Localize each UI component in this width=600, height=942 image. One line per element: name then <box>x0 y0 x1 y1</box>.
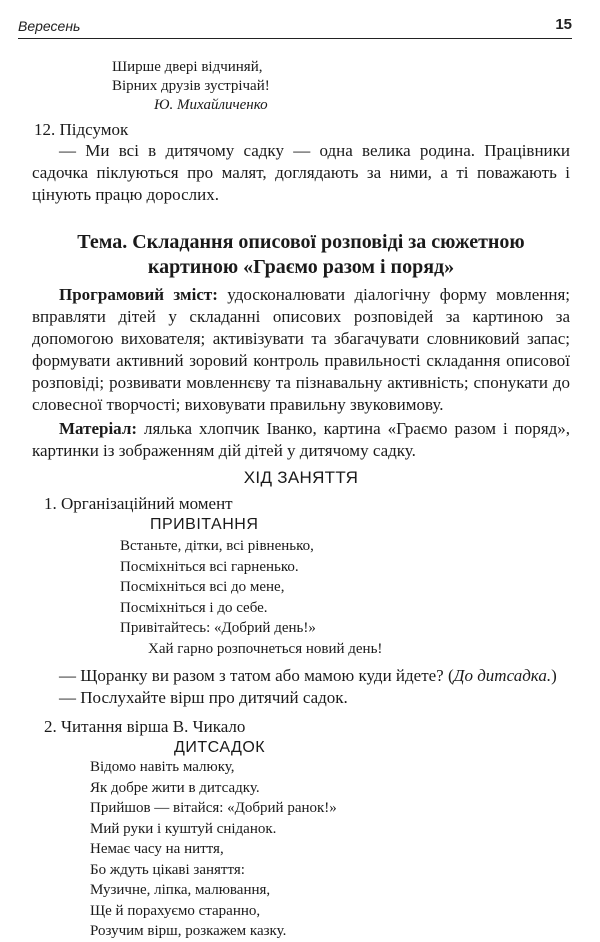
topic-heading <box>32 230 570 280</box>
dialog-listen: — Послухайте вірш про дитячий садок. <box>59 688 348 707</box>
material-text: лялька хлопчик Іванко, картина «Граємо разом і поряд», картинки із зображенням дій дітей у дитячому садку. <box>32 419 570 460</box>
poem-line: Ще й порахуємо старанно, <box>90 902 261 919</box>
poem-line: Ширше двері відчиняй, <box>112 59 263 75</box>
material-paragraph <box>32 418 570 462</box>
poem-line: Музичне, ліпка, малювання, <box>90 882 271 898</box>
poem-line: Прийшов — вітайся: «Добрий ранок!» <box>90 800 337 816</box>
poem-line: Відомо навіть малюку, <box>90 759 235 775</box>
poem-line: Посміхніться всі гарненько. <box>120 558 299 575</box>
page-number: 15 <box>555 16 572 33</box>
greeting-poem <box>32 536 570 659</box>
dialog-question: — Щоранку ви разом з татом або мамою куди йдете? (До дитсадка.) <box>59 666 557 685</box>
poem-line: Як добре жити в дитсадку. <box>90 779 260 796</box>
greeting-poem-title: ПРИВІТАННЯ <box>150 516 259 533</box>
topic-line-1: Тема. Складання описової розповіді за сюжетною <box>77 231 525 253</box>
poem-line: Хай гарно розпочнеться новий день! <box>148 640 383 657</box>
program-label: Програмовий зміст: <box>59 285 218 304</box>
poem-line: Немає часу на ниття, <box>90 841 224 857</box>
poem-line: Мий руки і куштуй сніданок. <box>90 820 277 837</box>
page-content <box>32 50 570 942</box>
poem-line: Вірних друзів зустрічай! <box>112 78 270 94</box>
kindergarten-poem-title: ДИТСАДОК <box>174 739 266 756</box>
kindergarten-poem <box>32 757 570 942</box>
lesson-heading: ХІД ЗАНЯТТЯ <box>243 468 359 487</box>
poem-line: Посміхніться і до себе. <box>120 599 268 616</box>
step1-title: 1. Організаційний момент <box>44 494 233 513</box>
program-text: удосконалювати діалогічну форму мовлення; вправляти дітей у складанні описових розповідей за картиною за допомогою вихователя; активізувати та збагачувати словниковий запас; формувати активний зоровий контроль правильності складання описової розповіді; розвивати мовленнєву та пізнавальну активність; спонукати до словесної творчості; виховувати правильну звуковимову. <box>32 285 570 414</box>
dialog-answer: До дитсадка. <box>453 666 552 685</box>
poem-line: Встаньте, дітки, всі рівненько, <box>120 538 314 554</box>
poem-line: Привітайтесь: «Добрий день!» <box>120 620 316 636</box>
poem-line: Розучим вірш, розкажем казку. <box>90 923 287 939</box>
epigraph-poem <box>32 50 570 113</box>
poem-line: Посміхніться всі до мене, <box>120 579 285 595</box>
topic-line-2: картиною «Граємо разом і поряд» <box>147 256 455 278</box>
step2-title: 2. Читання вірша В. Чикало <box>44 717 246 736</box>
summary-title: 12. Підсумок <box>34 120 129 139</box>
running-header-month: Вересень <box>18 18 81 34</box>
material-label: Матеріал: <box>59 419 138 438</box>
summary-section <box>32 120 570 206</box>
poem-line: Бо ждуть цікаві заняття: <box>90 861 245 878</box>
page-header <box>18 14 572 39</box>
program-paragraph <box>32 284 570 416</box>
summary-text: — Ми всі в дитячому садку — одна велика родина. Працівники садочка піклуються про малят, доглядають за ними, а ті поважають і цінують працю дорослих. <box>32 141 570 204</box>
poem-author: Ю. Михайличенко <box>154 97 268 113</box>
